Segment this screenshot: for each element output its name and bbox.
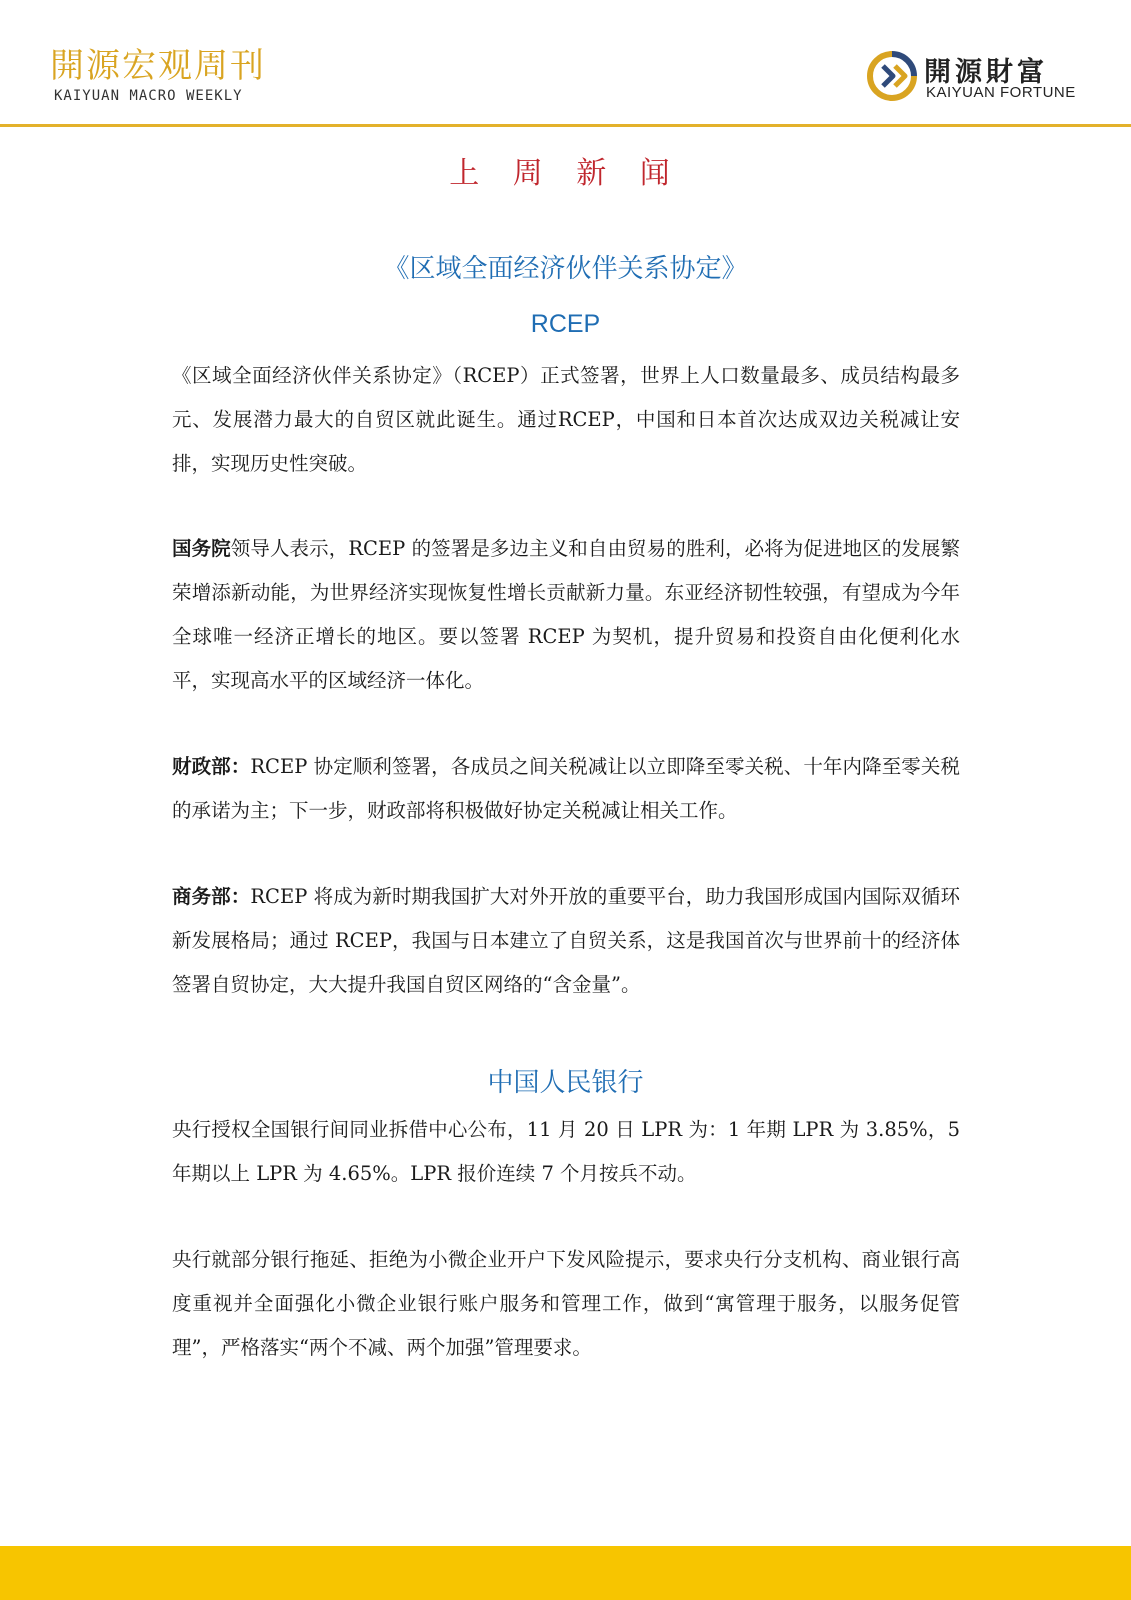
section-title-pboc: 中国人民银行: [487, 1068, 644, 1098]
paragraph-lead: 国务院: [172, 537, 231, 560]
paragraph-text: 《区域全面经济伙伴关系协定》（RCEP）正式签署，世界上人口数量最多、成员结构最多元、发展潜力最大的自贸区就此诞生。通过RCEP，中国和日本首次达成双边关税减让安排，实现历史性突破。: [172, 364, 960, 475]
paragraph: [172, 1108, 960, 1196]
header-divider: [0, 124, 1131, 127]
page-header: [0, 0, 1131, 128]
logo-text-en: KAIYUAN FORTUNE: [926, 84, 1076, 101]
brand-title: 開源宏观周刊: [50, 46, 266, 86]
paragraph-text: 领导人表示，RCEP 的签署是多边主义和自由贸易的胜利，必将为促进地区的发展繁荣增添新动能，为世界经济实现恢复性增长贡献新力量。东亚经济韧性较强，有望成为今年全球唯一经济正增长的地区。要以签署 RCEP 为契机，提升贸易和投资自由化便利化水平，实现高水平的区域经济一体化。: [172, 537, 960, 692]
paragraph-text: RCEP 将成为新时期我国扩大对外开放的重要平台，助力我国形成国内国际双循环新发展格局；通过 RCEP，我国与日本建立了自贸关系，这是我国首次与世界前十的经济体签署自贸协定，大大提升我国自贸区网络的“含金量”。: [172, 885, 960, 996]
paragraph: [172, 745, 960, 833]
footer-bar: [0, 1546, 1131, 1600]
paragraph: [172, 527, 960, 703]
paragraph-text: 央行授权全国银行间同业拆借中心公布，11 月 20 日 LPR 为：1 年期 LPR 为 3.85%，5 年期以上 LPR 为 4.65%。LPR 报价连续 7 个月按兵不动。: [172, 1118, 960, 1185]
brand-subtitle: KAIYUAN MACRO WEEKLY: [54, 88, 243, 104]
logo-text-cn: 開源財富: [924, 57, 1048, 88]
paragraph-lead: 财政部：: [172, 755, 251, 778]
paragraph: [172, 1238, 960, 1370]
page-title: 上 周 新 闻: [449, 156, 682, 191]
paragraph-text: RCEP 协定顺利签署，各成员之间关税减让以立即降至零关税、十年内降至零关税的承诺为主；下一步，财政部将积极做好协定关税减让相关工作。: [172, 755, 960, 822]
section-title-rcep: 《区域全面经济伙伴关系协定》: [383, 254, 748, 284]
section-subtitle-rcep: RCEP: [530, 310, 601, 338]
paragraph-text: 央行就部分银行拖延、拒绝为小微企业开户下发风险提示，要求央行分支机构、商业银行高度重视并全面强化小微企业银行账户服务和管理工作，做到“寓管理于服务，以服务促管理”，严格落实“两个不减、两个加强”管理要求。: [172, 1248, 960, 1359]
paragraph: [172, 354, 960, 486]
paragraph: [172, 875, 960, 1007]
paragraph-lead: 商务部：: [172, 885, 251, 908]
kaiyuan-logo: [866, 50, 1086, 106]
kaiyuan-logo-icon: [866, 50, 918, 102]
